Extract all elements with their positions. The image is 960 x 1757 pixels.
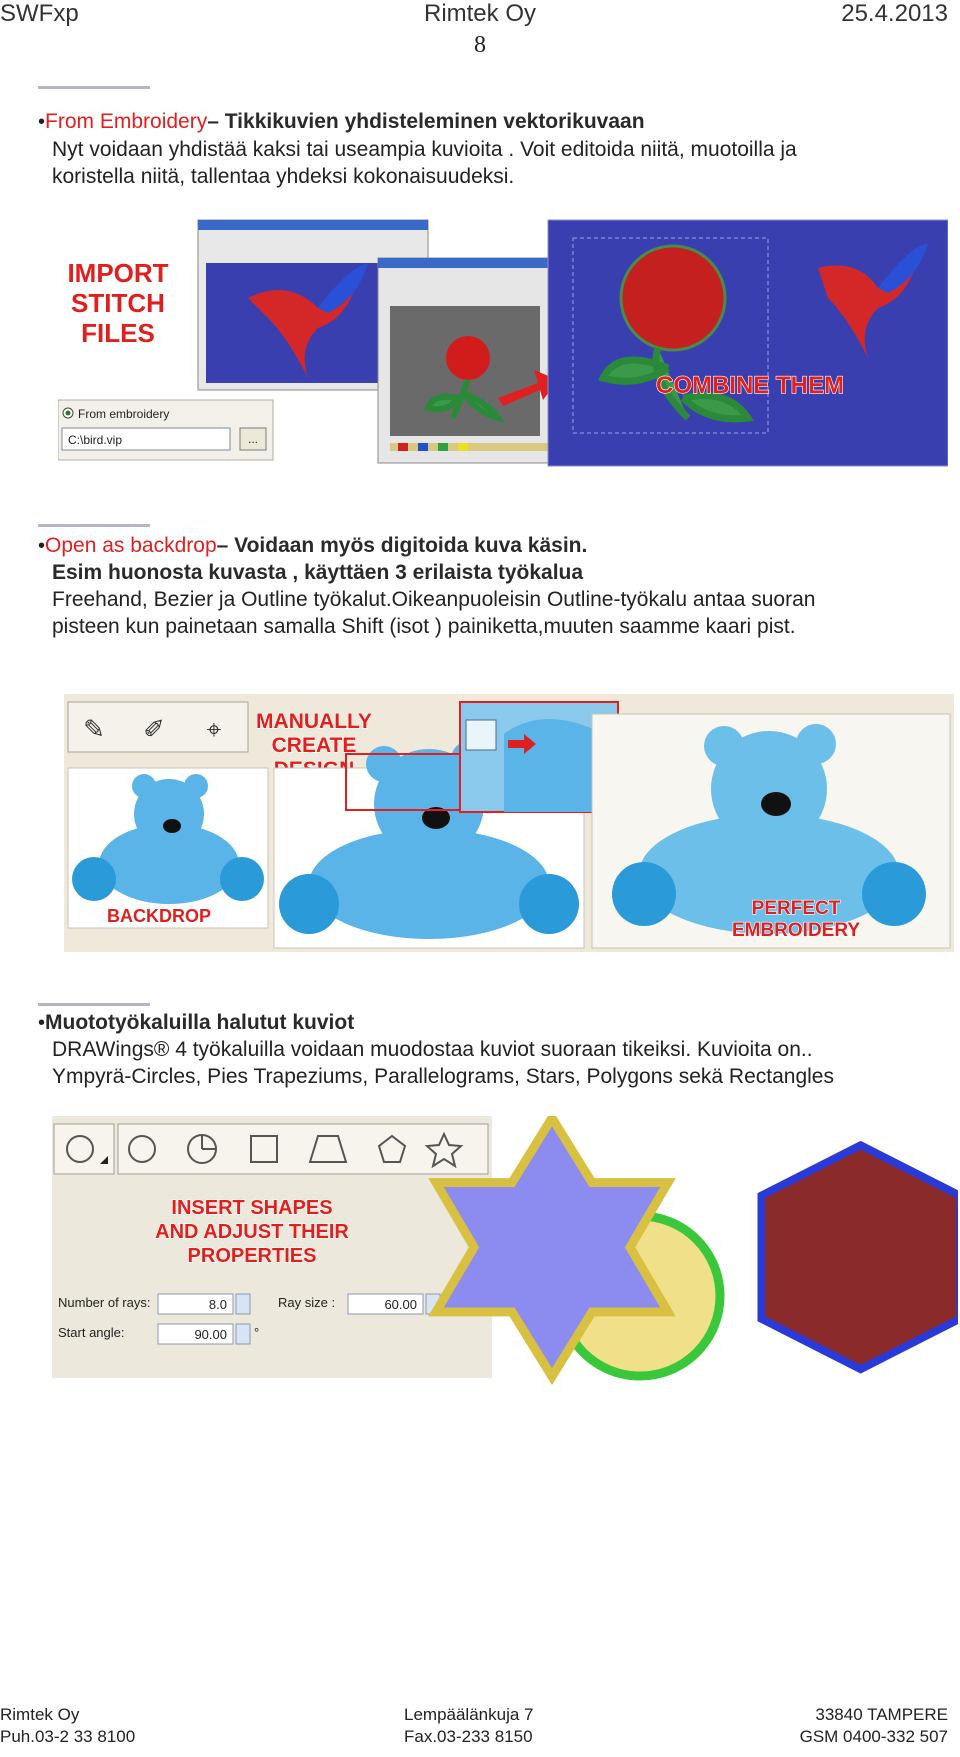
header-left: SWFxp — [0, 0, 79, 27]
insert-label-2: AND ADJUST THEIR — [155, 1221, 349, 1243]
footer-city: 33840 TAMPERE — [815, 1705, 948, 1724]
combine-label: COMBINE THEM — [656, 372, 844, 399]
section3-line2: Ympyrä-Circles, Pies Trapeziums, Parallelograms, Stars, Polygons sekä Rectangles — [52, 1065, 834, 1088]
header-center: Rimtek Oy — [423, 0, 536, 27]
bezier-tool-icon[interactable]: ✐ — [143, 715, 165, 745]
section2-title-red: Open as backdrop — [45, 534, 217, 557]
section2-line1: Freehand, Bezier ja Outline työkalut.Oikeanpuoleisin Outline-työkalu antaa suoran — [52, 588, 816, 611]
footer-gsm: GSM 0400-332 507 — [799, 1727, 948, 1746]
raysize-value: 60.00 — [384, 1297, 417, 1312]
page-number: 8 — [474, 32, 486, 58]
section2-subtitle: Esim huonosta kuvasta , käyttäen 3 erilaista työkalua — [52, 561, 584, 584]
shapes-image — [52, 1116, 958, 1386]
footer-street: Lempäälänkuja 7 — [404, 1705, 534, 1724]
shape-tool-selected[interactable] — [54, 1124, 114, 1174]
raysize-label: Ray size : — [278, 1295, 336, 1310]
insert-label-1: INSERT SHAPES — [171, 1197, 333, 1219]
section1-line1: Nyt voidaan yhdistää kaksi tai useampia kuvioita . Voit editoida niitä, muotoilla ja — [52, 138, 797, 161]
section1-title-rest: – Tikkikuvien yhdisteleminen vektorikuvaan — [207, 110, 645, 133]
section1-line2: koristella niitä, tallentaa yhdeksi kokonaisuudeksi. — [52, 165, 515, 188]
section3-title — [38, 1009, 354, 1037]
rose-icon — [446, 336, 490, 380]
insert-label-3: PROPERTIES — [187, 1245, 317, 1267]
section3-line1: DRAWings® 4 työkaluilla voidaan muodostaa kuviot suoraan tikeiksi. Kuvioita on.. — [52, 1038, 813, 1061]
window-titlebar — [198, 220, 428, 230]
bullet: • — [38, 1012, 46, 1034]
rays-spinner[interactable] — [236, 1294, 250, 1314]
section2-title — [38, 532, 587, 560]
rays-label: Number of rays: — [58, 1295, 151, 1310]
rays-value: 8.0 — [208, 1297, 227, 1312]
import-label-1: IMPORT — [67, 258, 169, 288]
section2-line2: pisteen kun painetaan samalla Shift (isot ) painiketta,muuten saamme kaari pist. — [52, 615, 796, 638]
path-input-value: C:\bird.vip — [68, 433, 123, 447]
combined-canvas — [548, 220, 948, 466]
section-rule — [38, 1003, 150, 1006]
from-embroidery-label: From embroidery — [78, 407, 170, 421]
freehand-tool-icon[interactable]: ✎ — [83, 715, 105, 745]
bullet: • — [38, 535, 46, 557]
perfect-label-2: EMBROIDERY — [731, 920, 861, 941]
footer-fax: Fax.03-233 8150 — [404, 1727, 533, 1746]
section-rule — [38, 524, 150, 527]
section3-title-text: Muototyökaluilla halutut kuviot — [45, 1011, 355, 1034]
angle-label: Start angle: — [58, 1325, 125, 1340]
import-label-3: FILES — [81, 318, 155, 348]
footer-phone: Puh.03-2 33 8100 — [0, 1727, 136, 1746]
manual-label-2: CREATE — [271, 734, 357, 757]
bullet: • — [38, 111, 46, 133]
angle-spinner[interactable] — [236, 1324, 250, 1344]
section1-title-red: From Embroidery — [45, 110, 208, 133]
embroidery-combine-image — [58, 218, 948, 468]
perfect-label-1: PERFECT — [751, 898, 841, 919]
header-date: 25.4.2013 — [841, 0, 948, 27]
import-label-2: STITCH — [71, 288, 165, 318]
manual-label-1: MANUALLY — [256, 710, 372, 733]
bear-backdrop-image — [64, 694, 954, 952]
browse-button-label: ... — [247, 432, 259, 446]
angle-value: 90.00 — [194, 1327, 227, 1342]
embroidered-hexagon-icon — [761, 1145, 958, 1369]
section-rule — [38, 86, 150, 89]
section1-title — [38, 108, 645, 136]
section2-title-rest: – Voidaan myös digitoida kuva käsin. — [216, 534, 588, 557]
combined-rose-icon — [621, 246, 725, 350]
backdrop-label: BACKDROP — [106, 906, 212, 926]
outline-tool-icon[interactable]: ⌖ — [206, 715, 222, 745]
angle-unit: ° — [254, 1325, 260, 1340]
footer-company: Rimtek Oy — [0, 1705, 80, 1724]
